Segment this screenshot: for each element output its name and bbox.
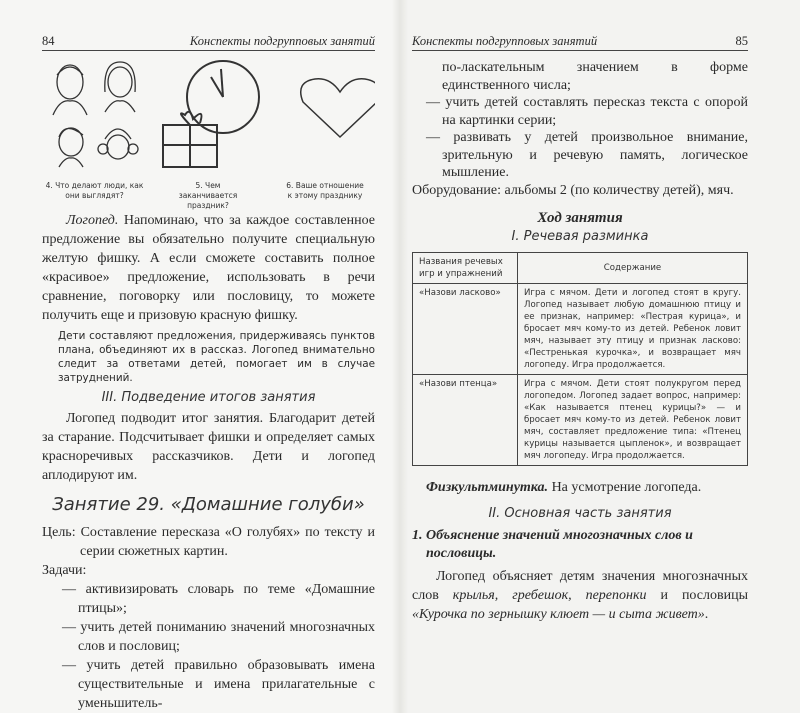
caption-4: 4. Что делают люди, как они выглядят? [45,181,144,200]
game-content: Игра с мячом. Дети стоят полукругом перед логопедом. Логопед задает вопрос, например: «Как называется птенец курицы?» — и бросает мяч кому-то из детей. Ребенок ловит мяч, составляет предложение типа: «Птенец курицы называется цыпленок», и возвращает мяч логопеду. Игра продолжается. [518,375,748,466]
item-text [412,567,748,624]
heart-illustration [301,79,375,137]
game-name: «Назови птенца» [413,375,518,466]
table-row [413,284,748,375]
table-row [413,375,748,466]
warmup-table [412,252,748,466]
family-faces-illustration [53,62,138,167]
column-header: Содержание [518,253,748,284]
task-item: — учить детей правильно образовывать имена существительные и имена прилагательные с уменьшитель- [62,658,375,711]
task-item: — учить детей составлять пересказ текста с опорой на картинки серии; [426,95,748,128]
running-header [412,34,748,51]
paragraph-2: Логопед подводит итог занятия. Благодарит детей за старание. Подсчитывает фишки и определяет самых красноречивых рассказчиков. Дети и логопед аплодируют им. [42,411,375,483]
item-text-end: . [704,607,709,622]
item-words: крылья, гребешок, перепонки [452,588,647,603]
paragraph-1-text: Напоминаю, что за каждое составленное предложение вы обязательно получите специальную желтую фишку. А если сможете составить полное «красивое» предложение, использовать в речи сравнение, поговорку или пословицу, то можете получить еще и призовую красную фишку. [42,213,375,323]
tasks-continued [412,59,748,199]
task-item: — развивать у детей произвольное внимание, зрительную и речевую память, логическое мышление. [426,130,748,180]
caption-5: 5. Чем заканчивается праздник? [178,181,238,210]
tasks-label: Задачи: [42,563,87,578]
game-content: Игра с мячом. Дети и логопед стоят в кругу. Логопед называет любую домашнюю птицу и ее признак, например: «Пестрая курица», и бросает мяч кому-то из детей. Ребенок ловит мяч, называет эту птицу и признак ласково: «Пестренькая курочка», и возвращает мяч логопеду. Игра продолжается. [518,284,748,375]
item-text-mid: и пословицы [646,588,748,603]
item-proverb: «Курочка по зернышку клюет — и сыта живет» [412,607,705,622]
goal-label: Цель: [42,525,76,540]
paragraph-1 [42,211,375,325]
section-heading-ii: II. Основная часть занятия [488,506,672,521]
speaker-label: Логопед. [66,213,119,228]
column-header: Названия речевых игр и упражнений [413,253,518,284]
continued-task: по-ласкательным значением в форме единственного числа; [442,60,748,93]
item-heading: 1. Объяснение значений многозначных слов и пословицы. [412,528,693,561]
tasks-list [42,580,375,713]
lesson-title: Занятие 29. «Домашние голуби» [52,494,365,515]
clock-and-gift-illustration [163,61,259,167]
section-heading-iii: III. Подведение итогов занятия [101,390,316,405]
table-header-row [413,253,748,284]
caption-6: 6. Ваше отношение к этому празднику [286,181,364,200]
phys-minute [412,478,748,497]
note: Дети составляют предложения, придерживаясь пунктов плана, объединяют их в рассказ. Логопед внимательно следит за ответами детей, помогает им в случае затруднений. [58,330,375,384]
right-page [400,0,800,713]
running-title: Конспекты подгрупповых занятий [412,34,598,48]
section-heading-i: I. Речевая разминка [511,229,649,244]
phys-label: Физкультминутка. [426,480,549,495]
course-heading: Ход занятия [537,210,623,226]
illustrations [45,57,375,179]
goal-text: Составление пересказа «О голубях» по тексту и серии сюжетных картин. [80,525,375,559]
page-number: 84 [42,34,55,48]
item-text-start: Логопед объясняет детям значения многозначных слов [412,569,748,603]
task-item: — активизировать словарь по теме «Домашние птицы»; [62,582,375,616]
running-title: Конспекты подгрупповых занятий [189,34,375,48]
equipment: Оборудование: альбомы 2 (по количеству детей), мяч. [412,182,734,198]
game-name: «Назови ласково» [413,284,518,375]
task-item: — учить детей пониманию значений многозначных слов и пословиц; [62,620,375,654]
running-header [42,34,375,51]
phys-text: На усмотрение логопеда. [548,480,702,495]
page-number: 85 [735,34,748,48]
illustrations-block [42,57,375,210]
goal [42,523,375,561]
